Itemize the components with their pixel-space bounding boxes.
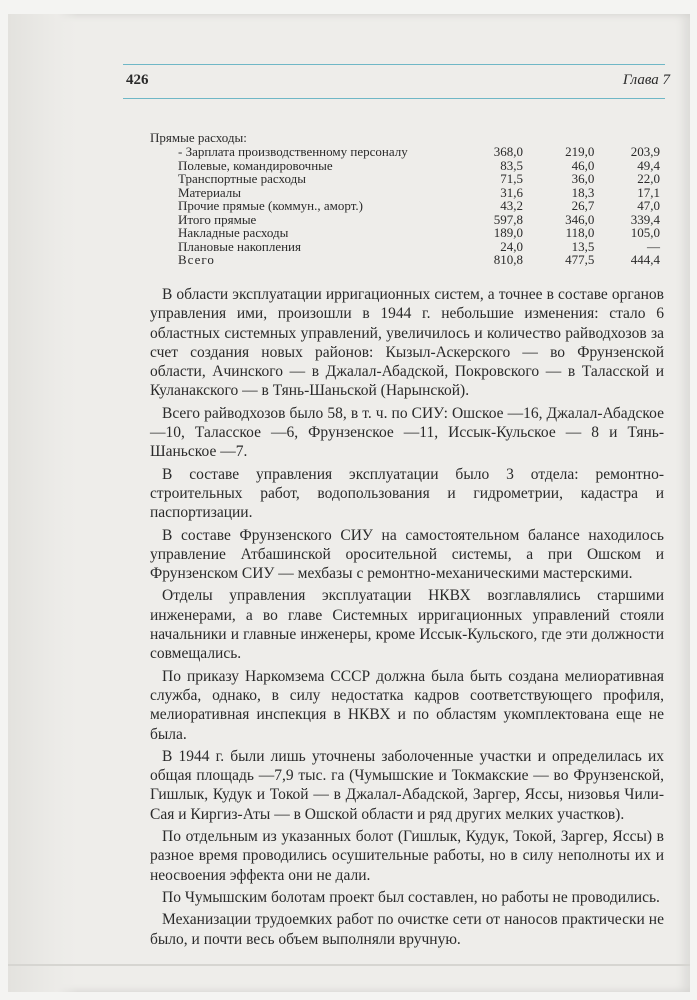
table-row — [150, 186, 660, 200]
table-cell-value-3: 444,4 — [630, 252, 660, 267]
table-cell-value-3: 339,4 — [630, 211, 660, 227]
table-cell-value-2: 118,0 — [565, 225, 595, 240]
table-row — [150, 226, 660, 240]
paragraph: По отдельным из указанных болот (Гишлык, Кудук, Токой, Заргер, Яссы) в разное время проводились осушительные работы, но в силу неполноты их и неосвоения эффекта они не дали. — [150, 828, 664, 884]
table-cell-label: Полевые, командировочные — [178, 157, 333, 173]
table-row — [150, 172, 660, 186]
table-cell-value-2: 219,0 — [565, 144, 595, 159]
table-cell-value-2: 477,5 — [565, 252, 595, 267]
page-spine-shadow — [8, 14, 78, 992]
table-cell-value-1: 368,0 — [493, 144, 523, 159]
table-cell-value-3: 105,0 — [630, 225, 660, 240]
table-cell-label: Прочие прямые (коммун., аморт.) — [178, 198, 363, 213]
table-cell-value-1: 83,5 — [500, 157, 523, 173]
table-cell-label: Транспортные расходы — [178, 171, 306, 186]
table-cell-label: Итого прямые — [178, 211, 257, 227]
table-cell-label: Плановые накопления — [178, 238, 301, 254]
table-cell-value-2: 46,0 — [571, 157, 595, 173]
paragraph: Механизации трудоемких работ по очистке сети от наносов практически не было, и почти весь объем выполняли вручную. — [150, 911, 664, 948]
chapter-title: Глава 7 — [622, 72, 670, 88]
table-cell-value-1: 43,2 — [500, 198, 523, 213]
table-cell-value-1: 189,0 — [493, 225, 523, 240]
page-bottom-edge — [8, 964, 690, 966]
table-row — [150, 240, 660, 254]
table-row — [150, 199, 660, 213]
table-cell-label: Материалы — [178, 184, 242, 200]
paragraph: Отделы управления эксплуатации НКВХ возглавлялись старшими инженерами, а во главе Системных ирригационных управлений стояли начальники и главные инженеры, кроме Иссык-Кульского, где эти должности совмещались. — [150, 587, 664, 663]
paragraph: Всего райводхозов было 58, в т. ч. по СИУ: Ошское —16, Джалал-Абадское —10, Таласское —6, Фрунзенское —11, Иссык-Кульское — 8 и Тянь-Шаньское —7. — [150, 404, 664, 461]
table-caption: Прямые расходы: — [150, 130, 247, 145]
paragraph: По приказу Наркомзема СССР должна была быть создана мелиоративная служба, однако, в силу недостатка кадров соответствующего профиля, мелиоративная инспекция в НКВХ и по областям укомплектована еще не была. — [150, 667, 664, 743]
table-cell-label: - Зарплата производственному персоналу — [178, 144, 408, 159]
table-cell-value-2: 26,7 — [571, 198, 595, 213]
table-cell-value-3: — — [647, 238, 660, 254]
table-cell-value-3: 17,1 — [637, 184, 660, 200]
body-text — [150, 285, 664, 952]
table-cell-value-1: 71,5 — [500, 171, 523, 186]
paragraph: В 1944 г. были лишь уточнены заболоченные участки и определилась их общая площадь —7,9 тыс. га (Чумышские и Токмакские — во Фрунзенской, Гишлык, Кудук и Токой — в Джалал-Абадской, Заргер, Яссы, низовья Чили-Сая и Киргиз-Аты — в Ошской области и ряд других мелких участков). — [150, 747, 664, 823]
cost-table-body — [150, 145, 660, 267]
table-row — [150, 145, 660, 159]
table-cell-value-1: 24,0 — [500, 238, 523, 254]
table-cell-value-2: 346,0 — [565, 211, 595, 227]
header-rule-top — [123, 64, 665, 65]
paragraph: В составе управления эксплуатации было 3 отдела: ремонтно-строительных работ, водопользования и гидрометрии, кадастра и паспортизации. — [150, 465, 664, 522]
table-row — [150, 253, 660, 267]
header-rule-bottom — [123, 98, 665, 99]
page-number: 426 — [126, 72, 149, 88]
table-cell-value-3: 22,0 — [637, 171, 660, 186]
paragraph: В области эксплуатации ирригационных систем, а точнее в составе органов управления ими, произошли в 1944 г. небольшие изменения: стало 6 областных системных управлений, увеличилось и количество райводхозов за счет создания новых районов: Кызыл-Аскерского — во Фрунзенской области, Ачинского — в Джалал-Абадской, Покровского — в Таласской и Куланакского — в Тянь-Шаньской (Нарынской). — [150, 286, 664, 400]
table-cell-value-3: 203,9 — [630, 144, 660, 159]
table-cell-value-3: 47,0 — [637, 198, 660, 213]
table-cell-value-1: 31,6 — [500, 184, 523, 200]
table-cell-value-1: 597,8 — [493, 211, 523, 227]
paragraph: По Чумышским болотам проект был составлен, но работы не проводились. — [162, 888, 660, 906]
table-cell-label: Всего — [178, 252, 215, 267]
table-row — [150, 159, 660, 173]
table-cell-value-2: 13,5 — [571, 238, 595, 254]
table-row — [150, 213, 660, 227]
table-cell-value-2: 36,0 — [571, 171, 595, 186]
table-cell-value-2: 18,3 — [571, 184, 595, 200]
table-cell-value-3: 49,4 — [637, 157, 660, 173]
paragraph: В составе Фрунзенского СИУ на самостоятельном балансе находилось управление Атбашинской оросительной системы, а при Ошском и Фрунзенском СИУ — мехбазы с ремонтно-механическими мастерскими. — [150, 526, 664, 583]
table-cell-label: Накладные расходы — [178, 225, 289, 240]
table-cell-value-1: 810,8 — [493, 252, 523, 267]
cost-table — [150, 145, 660, 267]
